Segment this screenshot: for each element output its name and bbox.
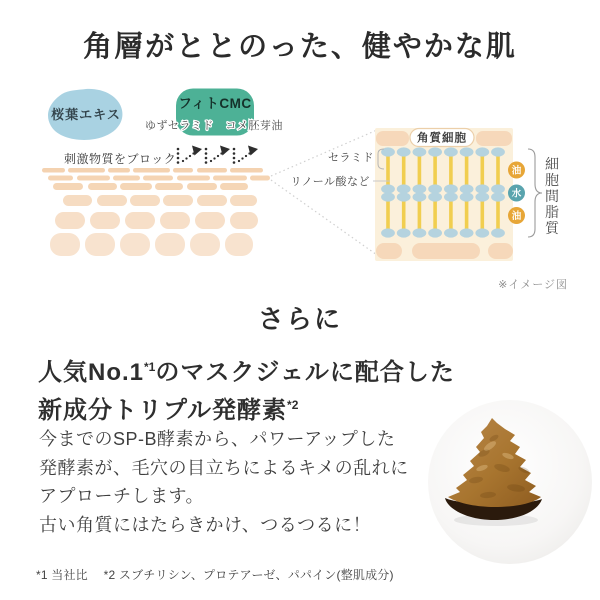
- ceramide-label: セラミド: [328, 152, 374, 164]
- image-note: ※イメージ図: [498, 279, 568, 291]
- skin-diagram: [0, 85, 600, 300]
- further-heading: さらに: [257, 304, 342, 334]
- oil-badge-top-label: 油: [511, 165, 522, 177]
- footnotes: *1 当社比 *2 スブチリシン、プロテアーゼ、パパイン(整肌成分): [36, 568, 394, 582]
- phyto-cmc-label: フィトCMC: [178, 96, 252, 111]
- footnote-ref-2: *2: [287, 398, 299, 412]
- feature-headline-line1: 人気No.1$^{*1}$のマスクジェルに配合した: [38, 359, 455, 386]
- feature-headline-line2: 新成分トリプル発酵素$^{*2}$: [38, 397, 299, 424]
- svg-text:胞: 胞: [545, 172, 559, 188]
- svg-text:間: 間: [545, 188, 559, 204]
- oil-water-badges: [508, 162, 525, 225]
- feature-body-line: アプローチします。: [39, 486, 205, 506]
- feature-body: [39, 425, 409, 539]
- magnify-connector-lines: [271, 130, 377, 255]
- svg-text:細: 細: [545, 156, 559, 172]
- feature-body-line: 発酵素が、毛穴の目立ちによるキメの乱れに: [39, 457, 409, 478]
- deflect-arrows-icon: [177, 146, 258, 164]
- skin-cell-layers: [42, 168, 270, 256]
- fermented-paste-photo: [424, 398, 596, 570]
- corneocyte-label: 角質細胞: [417, 132, 467, 145]
- cherry-leaf-extract-label: 桜葉エキス: [51, 107, 121, 122]
- feature-headline: [38, 351, 455, 427]
- feature-body-line: 古い角質にはたらきかけ、つるつるに！: [39, 514, 372, 535]
- water-badge-label: 水: [511, 188, 522, 200]
- phyto-cmc-sub-label: ゆずセラミド コメ胚芽油: [145, 120, 283, 132]
- corneocyte-bars-bottom: [376, 243, 513, 259]
- feature-body-line: 今までのSP-B酵素から、パワーアップした: [39, 429, 396, 449]
- oil-badge-bottom-label: 油: [511, 211, 522, 222]
- intercellular-brace: [528, 149, 542, 237]
- block-irritants-label: 刺激物質をブロック: [64, 152, 177, 166]
- footnote-ref-1: *1: [144, 360, 156, 374]
- page-title: 角層がととのった、健やかな肌: [83, 31, 517, 63]
- svg-text:脂: 脂: [545, 204, 559, 220]
- linoleic-label: リノール酸など: [290, 176, 370, 188]
- intercellular-lipid-label: [545, 156, 560, 236]
- svg-text:質: 質: [545, 220, 559, 236]
